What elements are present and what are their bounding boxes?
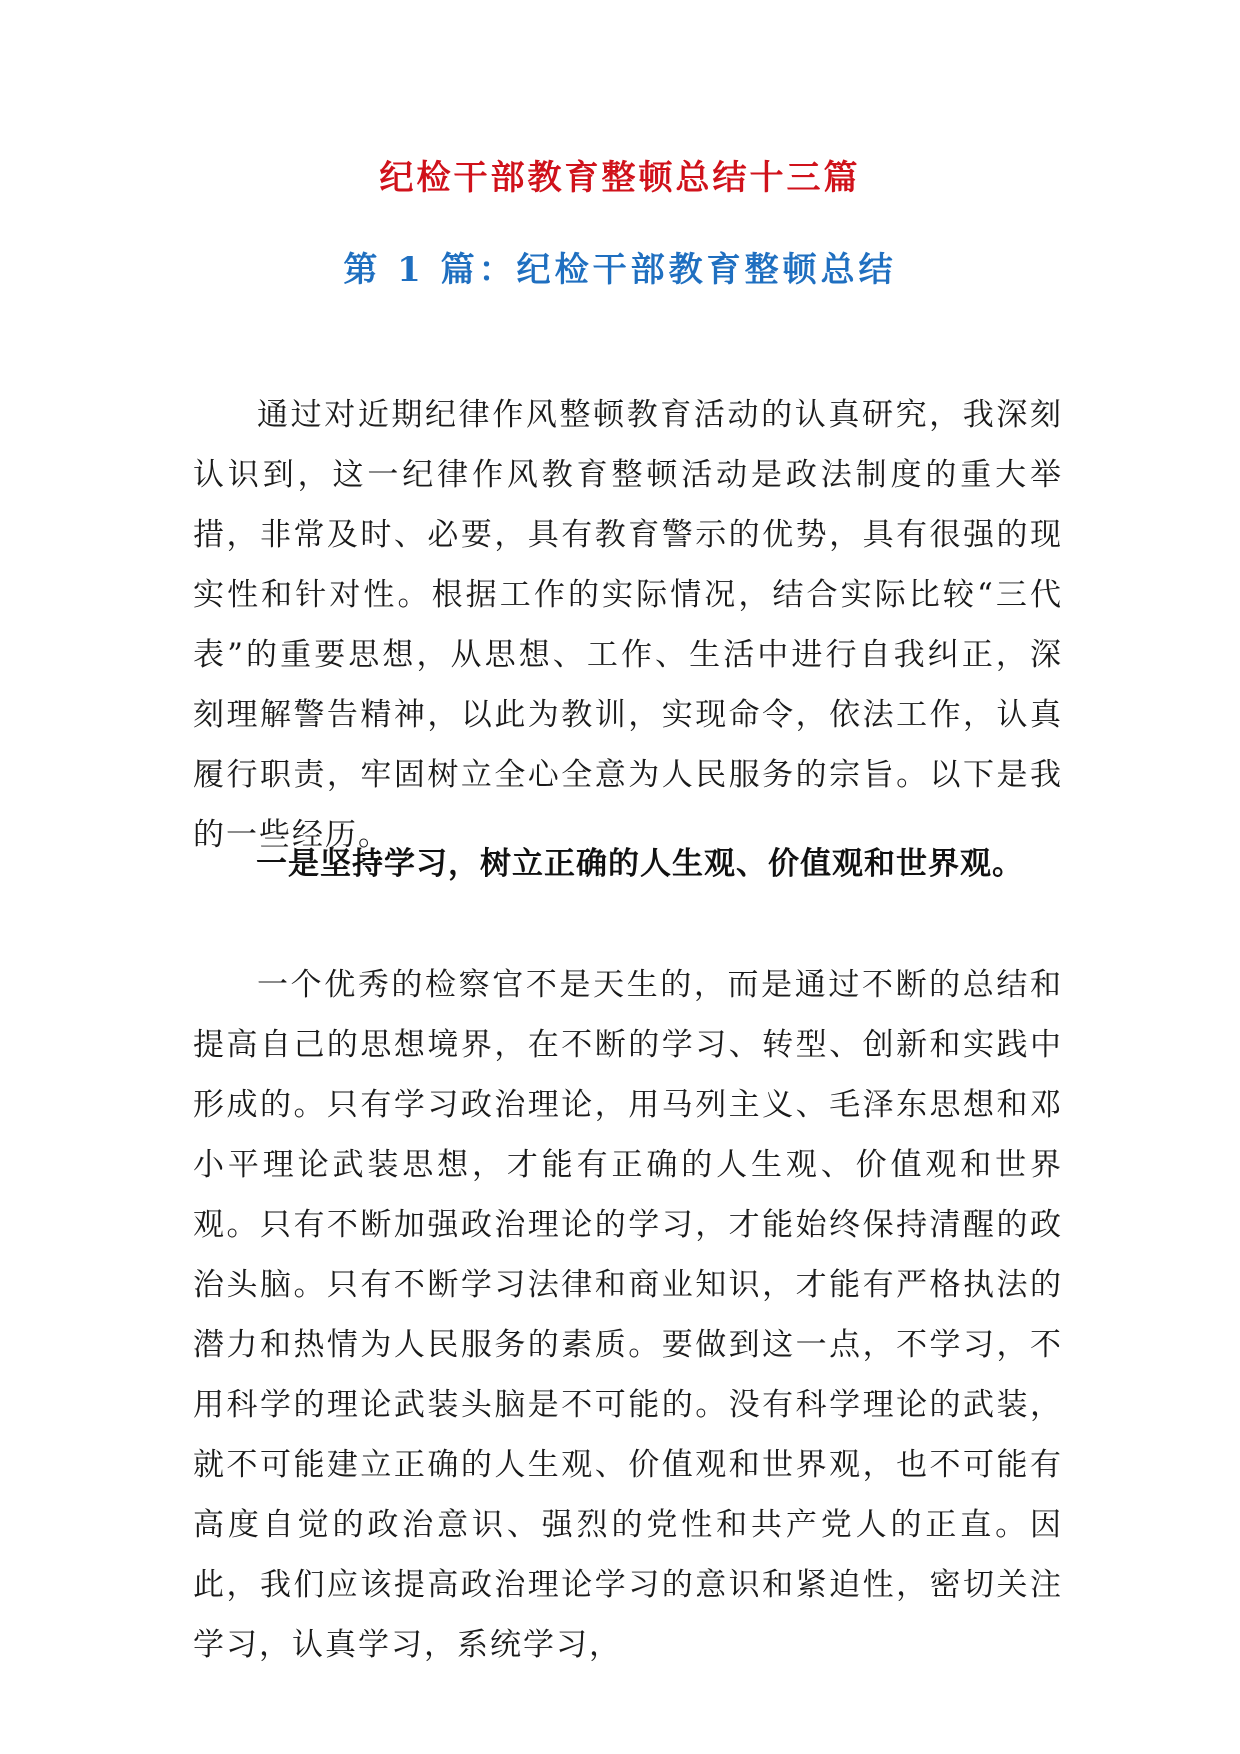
section-heading-1: 一是坚持学习，树立正确的人生观、价值观和世界观。 — [256, 846, 1024, 882]
body-paragraph-1: 通过对近期纪律作风整顿教育活动的认真研究，我深刻认识到，这一纪律作风教育整顿活动是政法制度的重大举措，非常及时、必要，具有教育警示的优势，具有很强的现实性和针对性。根据工作的实际情况，结合实际比较“三代表”的重要思想，从思想、工作、生活中进行自我纠正，深刻理解警告精神，以此为教训，实现命令，依法工作，认真履行职责，牢固树立全心全意为人民服务的宗旨。以下是我的一些经历。 — [193, 397, 1063, 853]
body-paragraph-2: 一个优秀的检察官不是天生的，而是通过不断的总结和提高自己的思想境界，在不断的学习、转型、创新和实践中形成的。只有学习政治理论，用马列主义、毛泽东思想和邓小平理论武装思想，才能有正确的人生观、价值观和世界观。只有不断加强政治理论的学习，才能始终保持清醒的政治头脑。只有不断学习法律和商业知识，才能有严格执法的潜力和热情为人民服务的素质。要做到这一点，不学习，不用科学的理论武装头脑是不可能的。没有科学理论的武装，就不可能建立正确的人生观、价值观和世界观，也不可能有高度自觉的政治意识、强烈的党性和共产党人的正直。因此，我们应该提高政治理论学习的意识和紧迫性，密切关注学习，认真学习，系统学习， — [193, 967, 1063, 1663]
document-subtitle: 第 1 篇：纪检干部教育整顿总结 — [343, 250, 897, 290]
document-title: 纪检干部教育整顿总结十三篇 — [379, 158, 861, 198]
